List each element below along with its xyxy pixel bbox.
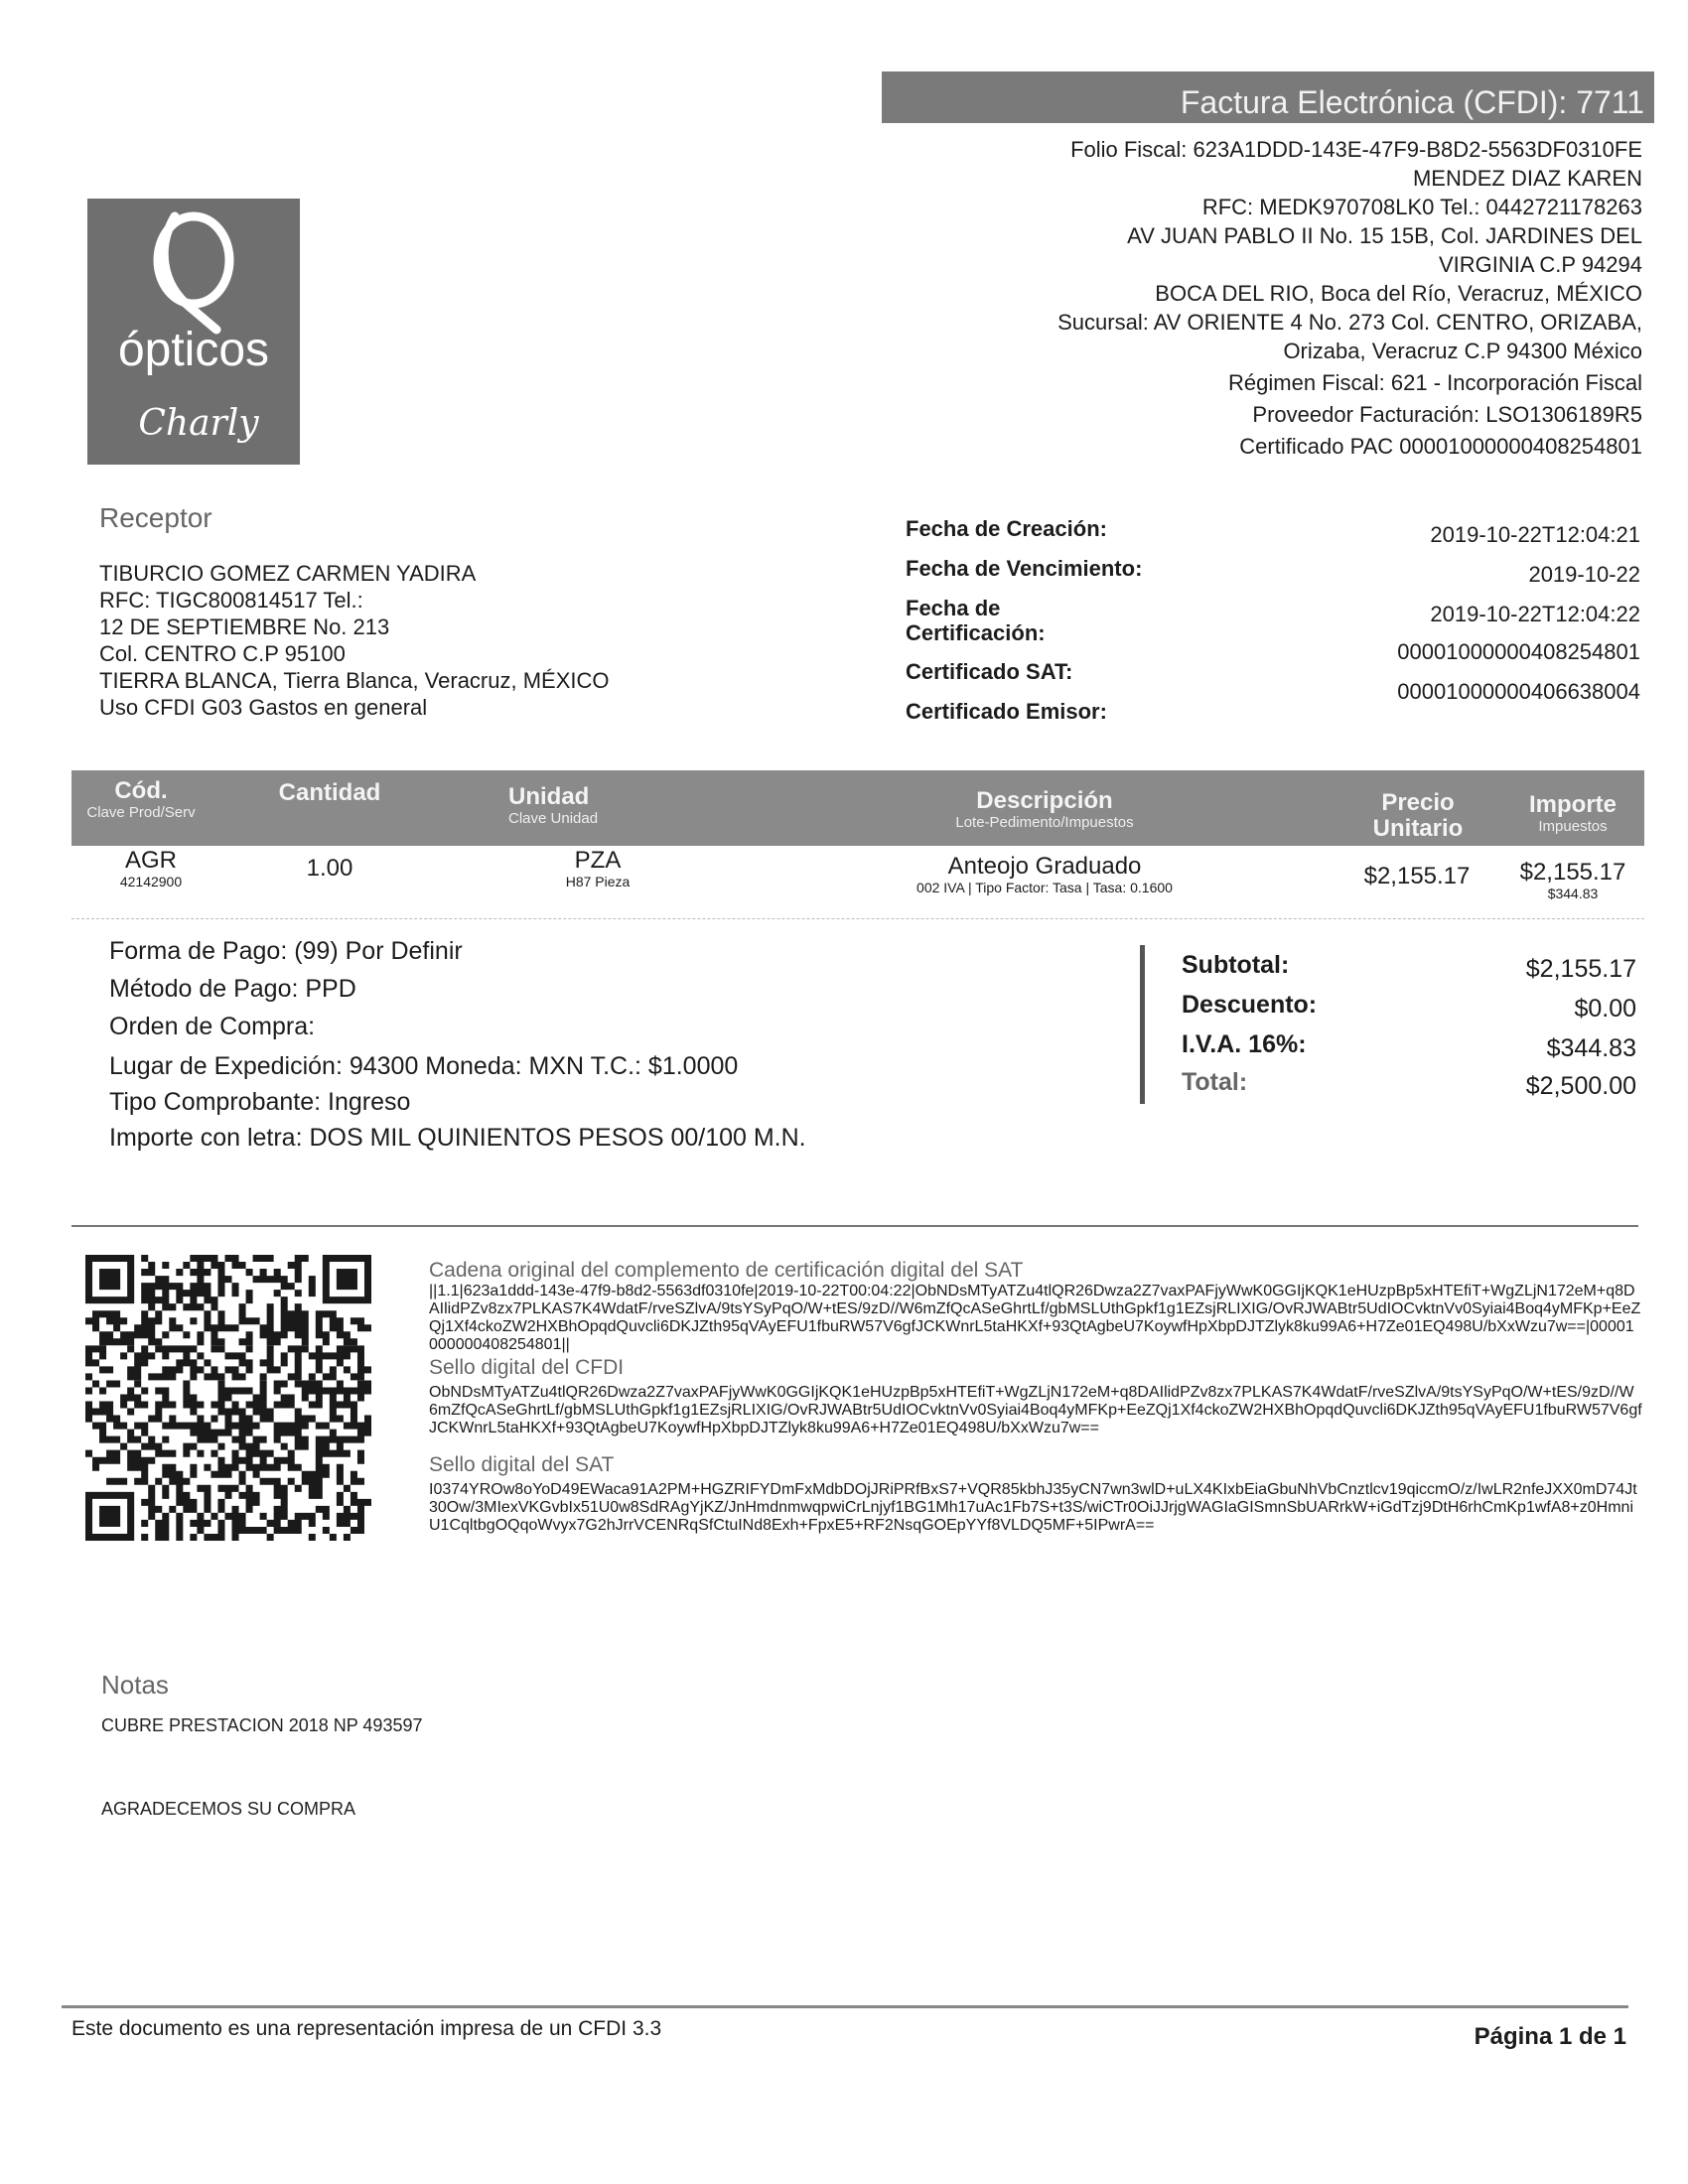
orden-compra: Orden de Compra: (109, 1013, 316, 1040)
cert-date-label: Fecha de Certificación: (906, 596, 1046, 645)
importe-letra: Importe con letra: DOS MIL QUINIENTOS PESOS 00/100 M.N. (109, 1124, 806, 1152)
footer-note: Este documento es una representación impresa de un CFDI 3.3 (71, 2017, 662, 2040)
issuer-name: MENDEZ DIAZ KAREN (1412, 166, 1642, 191)
col-price (1358, 770, 1477, 842)
col-qty-label: Cantidad (278, 779, 381, 806)
logo-script-text: Charly (138, 403, 259, 444)
row-code-value: AGR (124, 847, 177, 874)
items-table-header (71, 770, 1644, 846)
footer-rule (62, 2005, 1628, 2008)
company-logo (87, 199, 300, 465)
receptor-colonia: Col. CENTRO C.P 95100 (99, 641, 346, 666)
sello-cfdi-text: ObNDsMTyATZu4tlQR26Dwza2Z7vaxPAFjyWwK0GGIjKQK1eHUzpBp5xHTEfiT+WgZLjN172eM+q8DAIlidPZv8zx7PLKAS7K4WdatF/rveSZlvA/9tsYSyPqO/W+tES/9zD//W6mZfQcASeGhrtLf/gbMSLUthGpkf1g1EZsjRLIXIG/OvRJWABtr5UdIOCvktnVv0Syiai4Boq4yMFKp+EeZQj1Xf4ckoZW2HXBhOpqdQuvcli6DKJZth95qVAyEFU1fbuRW57V6gfJCKWnrL5taHKXf+93QtAgbeU7KoywfHpXbpDJTZlyk8ku99A6+H7Ze01EQ498U/bXxWzu7w== (429, 1384, 1642, 1436)
issuer-branch: Sucursal: AV ORIENTE 4 No. 273 Col. CENTRO, ORIZABA, Orizaba, Veracruz C.P 94300 México (1057, 310, 1642, 363)
total-label: Total: (1182, 1068, 1248, 1096)
col-amount-sub: Impuestos (1538, 818, 1608, 835)
row-desc-sub: 002 IVA | Tipo Factor: Tasa | Tasa: 0.1600 (916, 880, 1173, 895)
row-qty-value: 1.00 (306, 855, 353, 882)
row-price-value: $2,155.17 (1363, 863, 1471, 889)
sello-sat-text: I0374YROw8oYoD49EWaca91A2PM+HGZRIFYDmFxMdbDOjJRiPRfBxS7+VQR85kbhJ35yCN7wn3wlD+uLX4KIxbEiaGbuNhVbCnztlcv19qiccmO/z/IwLR2nfeJXX0mD74Jt30Ow/3MIexVKGvbIx51U0w8SdRAgYjKZ/JnHmdnmwqpwiCrLnjyf1BG1Mh17uAc1Fb7S+t3S/wiCTr0OiJJrjgWAGIaGISmnSbUARrkW+iGdTzj9DtH6rhCmKp1wfA8+z0HmniU1CqltbgOQqoWvyx7G2hJrrVCENRqSfCtuINd8Exh+FpxE5+RF2NsqGOEpYYf8VLDQ5MF+5IPwrA== (429, 1481, 1637, 1534)
col-code (71, 770, 211, 822)
cadena-text: ||1.1|623a1ddd-143e-47f9-b8d2-5563df0310fe|2019-10-22T00:04:22|ObNDsMTyATZu4tlQR26Dwza2Z7vaxPAFjyWwK0GGIjKQK1eHUzpBp5xHTEfiT+WgZLjN172eM+q8DAIlidPZv8zx7PLKAS7K4WdatF/rveSZlvA/9tsYSyPqO/W+tES/9zD//W6mZfQcASeGhrtLf/gbMSLUthGpkf1g1EZsjRLIXIG/OvRJWABtr5UdIOCvktnVv0Syiai4Boq4yMFKp+EeZQj1Xf4ckoZW2HXBhOpqdQuvcli6DKJZth95qVAyEFU1fbuRW57V6gfJCKWnrL5taHKXf+93QtAgbeU7KoywfHpXbpDJTZlyk8ku99A6+H7Ze01EQ498U/bXxWzu7w==|00001000000408254801|| (429, 1283, 1641, 1353)
row-unit (518, 848, 677, 889)
descuento-value: $0.00 (1574, 995, 1636, 1023)
sat-cert-label: Certificado SAT: (906, 659, 1073, 684)
row-amount-value: $2,155.17 (1519, 859, 1626, 886)
table-row (71, 846, 1644, 919)
col-price-label: Precio Unitario (1372, 789, 1464, 842)
receptor-uso-cfdi: Uso CFDI G03 Gastos en general (99, 695, 428, 720)
totals-divider (1140, 945, 1145, 1104)
row-desc (826, 854, 1263, 895)
row-qty (250, 856, 409, 882)
row-amount-sub: $344.83 (1547, 886, 1599, 901)
issuer-address: AV JUAN PABLO II No. 15 15B, Col. JARDINES DEL VIRGINIA C.P 94294 (1127, 223, 1642, 277)
col-amount-label: Importe (1528, 791, 1617, 818)
qr-code-graphic (85, 1255, 371, 1541)
invoice-title: Factura Electrónica (CFDI): 7711 (1180, 84, 1644, 120)
due-date-label: Fecha de Vencimiento: (906, 556, 1143, 581)
issuer-city: BOCA DEL RIO, Boca del Río, Veracruz, MÉXICO (1155, 281, 1642, 306)
folio-fiscal: Folio Fiscal: 623A1DDD-143E-47F9-B8D2-5563DF0310FE (1070, 137, 1642, 162)
note-line-1: CUBRE PRESTACION 2018 NP 493597 (101, 1715, 423, 1735)
col-unit-sub: Clave Unidad (508, 810, 599, 827)
receptor-info (99, 560, 794, 721)
page-number: Página 1 de 1 (1474, 2023, 1626, 2050)
digital-stamps (429, 1259, 1642, 1535)
section-divider (71, 1225, 1638, 1227)
forma-pago: Forma de Pago: (99) Por Definir (109, 937, 463, 965)
col-desc (846, 770, 1243, 832)
receptor-title: Receptor (99, 502, 212, 533)
subtotal-label: Subtotal: (1182, 951, 1290, 979)
metodo-pago: Método de Pago: PPD (109, 975, 356, 1003)
row-desc-value: Anteojo Graduado (947, 853, 1142, 880)
row-unit-sub: H87 Pieza (565, 874, 631, 889)
col-unit (508, 770, 707, 828)
issuer-cert-label: Certificado Emisor: (906, 699, 1107, 724)
descuento-label: Descuento: (1182, 991, 1318, 1019)
row-price (1333, 864, 1501, 889)
col-qty (250, 770, 409, 806)
invoice-title-bar (882, 71, 1654, 123)
tipo-comprobante: Tipo Comprobante: Ingreso (109, 1088, 411, 1116)
iva-value: $344.83 (1546, 1034, 1636, 1062)
issuer-regimen: Régimen Fiscal: 621 - Incorporación Fiscal (1228, 370, 1642, 395)
sello-cfdi-title: Sello digital del CFDI (429, 1356, 625, 1379)
receptor-name: TIBURCIO GOMEZ CARMEN YADIRA (99, 561, 477, 586)
total-value: $2,500.00 (1525, 1072, 1636, 1100)
notes-title: Notas (101, 1670, 169, 1700)
creation-date-label: Fecha de Creación: (906, 516, 1107, 541)
issuer-info (888, 135, 1642, 461)
issuer-rfc: RFC: MEDK970708LK0 Tel.: 0442721178263 (1201, 195, 1642, 219)
col-code-sub: Clave Prod/Serv (86, 804, 196, 821)
receptor-city: TIERRA BLANCA, Tierra Blanca, Veracruz, MÉXICO (99, 668, 610, 693)
iva-label: I.V.A. 16%: (1182, 1030, 1307, 1058)
col-desc-sub: Lote-Pedimento/Impuestos (955, 814, 1134, 831)
sat-cert-value: 00001000000408254801 (1397, 639, 1640, 664)
row-amount (1501, 860, 1644, 901)
col-code-label: Cód. (114, 777, 168, 804)
subtotal-value: $2,155.17 (1525, 955, 1636, 983)
sello-sat-title: Sello digital del SAT (429, 1453, 615, 1476)
cert-date-value: 2019-10-22T12:04:22 (1430, 602, 1640, 626)
receptor-street: 12 DE SEPTIEMBRE No. 213 (99, 614, 390, 639)
note-line-2: AGRADECEMOS SU COMPRA (101, 1799, 356, 1819)
col-unit-label: Unidad (508, 783, 590, 810)
row-code-sub: 42142900 (119, 874, 183, 889)
receptor-rfc: RFC: TIGC800814517 Tel.: (99, 588, 363, 613)
row-unit-value: PZA (574, 847, 622, 874)
cadena-title: Cadena original del complemento de certificación digital del SAT (429, 1259, 1024, 1282)
issuer-pac-cert: Certificado PAC 00001000000408254801 (1239, 434, 1642, 459)
issuer-cert-value: 00001000000406638004 (1397, 679, 1640, 704)
issuer-provider: Proveedor Facturación: LSO1306189R5 (1252, 402, 1642, 427)
col-amount (1501, 770, 1644, 836)
due-date-value: 2019-10-22 (1528, 562, 1640, 587)
row-code (71, 848, 230, 889)
creation-date-value: 2019-10-22T12:04:21 (1430, 522, 1640, 547)
logo-brand-text: ópticos (117, 324, 270, 376)
col-desc-label: Descripción (976, 787, 1113, 814)
lugar-expedicion: Lugar de Expedición: 94300 Moneda: MXN T.C.: $1.0000 (109, 1052, 739, 1080)
qr-code (85, 1255, 371, 1541)
